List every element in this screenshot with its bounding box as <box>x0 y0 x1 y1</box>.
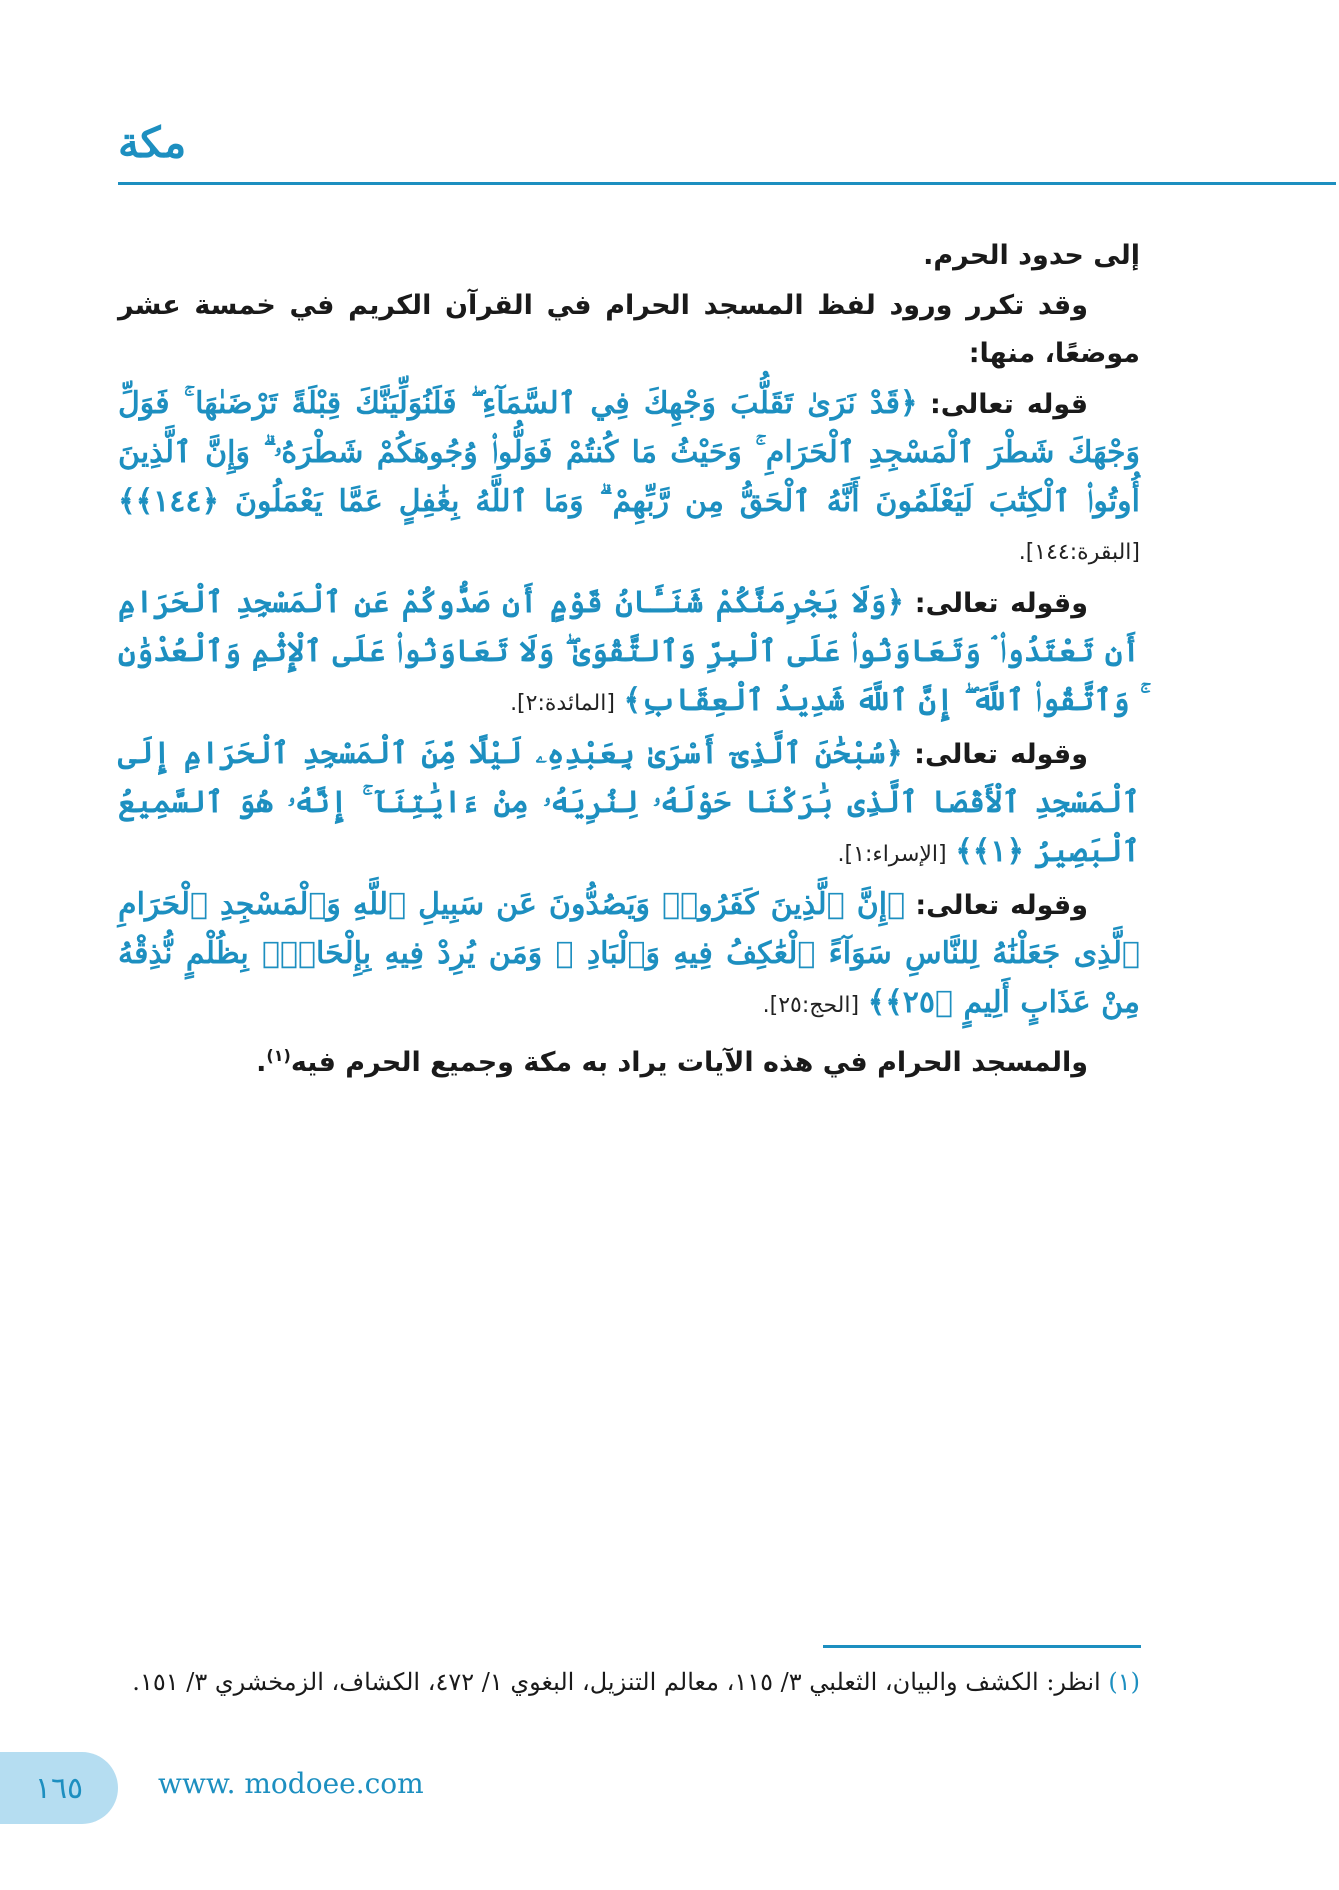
verse-lead: وقوله تعالى: <box>914 588 1088 619</box>
verse-reference: [البقرة:١٤٤]. <box>1018 540 1140 565</box>
verse-lead: وقوله تعالى: <box>914 739 1088 770</box>
website-link[interactable]: www. modoee.com <box>158 1767 424 1800</box>
footnote-text: انظر: الكشف والبيان، الثعلبي ٣/ ١١٥، معالم التنزيل، البغوي ١/ ٤٧٢، الكشاف، الزمخشري ٣/ ١٥١. <box>132 1668 1101 1696</box>
verse-reference: [الحج:٢٥]. <box>762 993 860 1018</box>
header-divider <box>118 182 1336 185</box>
verse-lead: وقوله تعالى: <box>915 890 1088 921</box>
quran-verse: ﴿سُبْحَٰنَ ٱلَّذِىٓ أَسْرَىٰ بِعَبْدِهِۦ لَيْلًا مِّنَ ٱلْمَسْجِدِ ٱلْحَرَامِ إِلَى ٱلْمَسْجِدِ ٱلْأَقْصَا ٱلَّذِى بَٰرَكْنَا حَوْلَهُۥ لِنُرِيَهُۥ مِنْ ءَايَٰتِنَآ ۚ إِنَّهُۥ هُوَ ٱلسَّمِيعُ ٱلْبَصِيرُ ﴿١﴾﴾ <box>118 736 1140 869</box>
text-line-1: إلى حدود الحرم. <box>923 240 1140 271</box>
page-number: ١٦٥ <box>34 1770 84 1806</box>
quran-verse: ﴿إِنَّ ٱلَّذِينَ كَفَرُوا۟ وَيَصُدُّونَ عَن سَبِيلِ ٱللَّهِ وَٱلْمَسْجِدِ ٱلْحَرَامِ ٱلَّذِى جَعَلْنَٰهُ لِلنَّاسِ سَوَآءً ٱلْعَٰكِفُ فِيهِ وَٱلْبَادِ ۚ وَمَن يُرِدْ فِيهِ بِإِلْحَادٍۭ بِظُلْمٍ نُّذِقْهُ مِنْ عَذَابٍ أَلِيمٍ ﴿٢٥﴾﴾ <box>118 887 1140 1020</box>
verse-paragraph-4 <box>118 881 1140 1030</box>
page-number-badge <box>0 1752 118 1824</box>
verse-lead: قوله تعالى: <box>929 389 1088 420</box>
conclusion-paragraph <box>118 1032 1140 1087</box>
verse-paragraph-2 <box>118 579 1140 728</box>
verse-paragraph-1 <box>118 380 1140 577</box>
intro-paragraph: وقد تكرر ورود لفظ المسجد الحرام في القرآن الكريم في خمسة عشر موضعًا، منها: <box>118 290 1140 369</box>
conclusion-period: . <box>256 1047 267 1078</box>
quran-verse: ﴿وَلَا يَجْرِمَنَّكُمْ شَنَـَٔانُ قَوْمٍ أَن صَدُّوكُمْ عَنِ ٱلْمَسْجِدِ ٱلْحَرَامِ أَن تَعْتَدُوا۟ ۘ وَتَعَاوَنُوا۟ عَلَى ٱلْبِرِّ وَٱلتَّقْوَىٰ ۖ وَلَا تَعَاوَنُوا۟ عَلَى ٱلْإِثْمِ وَٱلْعُدْوَٰنِ ۚ وَٱتَّقُوا۟ ٱللَّهَ ۖ إِنَّ ٱللَّهَ شَدِيدُ ٱلْعِقَابِ﴾ <box>118 585 1140 718</box>
conclusion-text: والمسجد الحرام في هذه الآيات يراد به مكة وجميع الحرم فيه <box>290 1047 1088 1078</box>
verse-paragraph-3 <box>118 730 1140 879</box>
footnote <box>118 1662 1140 1702</box>
verse-reference: [المائدة:٢]. <box>510 691 615 716</box>
page-header-title: مكة <box>118 118 187 167</box>
quran-verse: ﴿قَدْ نَرَىٰ تَقَلُّبَ وَجْهِكَ فِي ٱلسَّمَآءِ ۖ فَلَنُوَلِّيَنَّكَ قِبْلَةً تَرْضَىٰهَا ۚ فَوَلِّ وَجْهَكَ شَطْرَ ٱلْمَسْجِدِ ٱلْحَرَامِ ۚ وَحَيْثُ مَا كُنتُمْ فَوَلُّوا۟ وُجُوهَكُمْ شَطْرَهُۥ ۗ وَإِنَّ ٱلَّذِينَ أُوتُوا۟ ٱلْكِتَٰبَ لَيَعْلَمُونَ أَنَّهُ ٱلْحَقُّ مِن رَّبِّهِمْ ۗ وَمَا ٱللَّهُ بِغَٰفِلٍ عَمَّا يَعْمَلُونَ ﴿١٤٤﴾﴾ <box>118 386 1140 519</box>
main-text <box>118 232 1140 1089</box>
footnote-divider <box>823 1645 1141 1648</box>
footnote-number: (١) <box>1108 1668 1140 1696</box>
footnote-marker[interactable]: (١) <box>266 1046 291 1065</box>
verse-reference: [الإسراء:١]. <box>837 842 947 867</box>
